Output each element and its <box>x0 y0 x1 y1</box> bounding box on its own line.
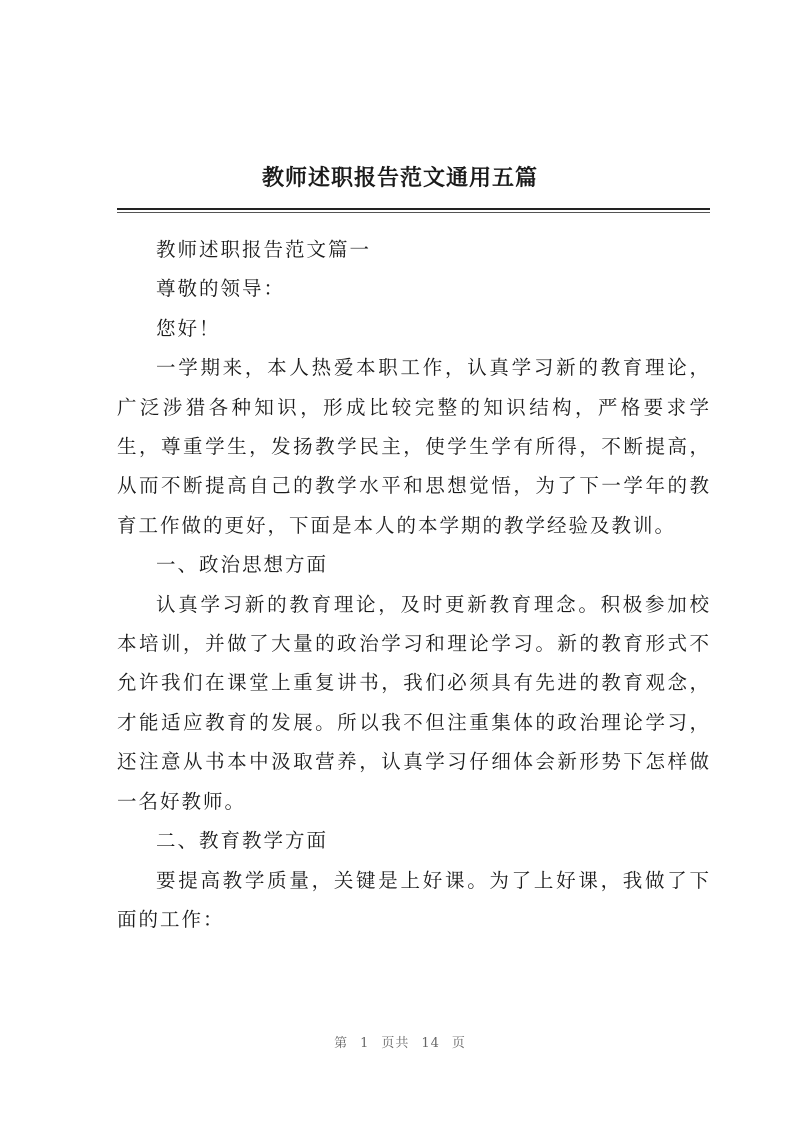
politics-paragraph: 认真学习新的教育理论，及时更新教育理念。积极参加校本培训，并做了大量的政治学习和理论学习。新的教育形式不允许我们在课堂上重复讲书，我们必须具有先进的教育观念，才能适应教育的发展。所以我不但注重集体的政治理论学习，还注意从书本中汲取营养，认真学习仔细体会新形势下怎样做一名好教师。 <box>117 592 711 813</box>
salutation: 尊敬的领导： <box>156 277 286 301</box>
footer-suffix: 页 <box>451 1036 466 1051</box>
page-footer <box>0 1032 800 1051</box>
page-total: 14 <box>421 1036 440 1051</box>
title-divider-thin <box>117 212 710 213</box>
subheading-teaching: 二、教育教学方面 <box>156 829 329 853</box>
subheading-politics: 一、政治思想方面 <box>156 553 329 577</box>
greeting: 您好！ <box>156 316 221 340</box>
document-title: 教师述职报告范文通用五篇 <box>261 165 538 191</box>
title-divider <box>117 208 710 210</box>
footer-middle: 页共 <box>381 1036 410 1051</box>
document-body <box>117 230 711 939</box>
footer-prefix: 第 <box>334 1036 349 1051</box>
intro-paragraph: 一学期来，本人热爱本职工作，认真学习新的教育理论，广泛涉猎各种知识，形成比较完整的知识结构，严格要求学生，尊重学生，发扬教学民主，使学生学有所得，不断提高，从而不断提高自己的教学水平和思想觉悟，为了下一学年的教育工作做的更好，下面是本人的本学期的教学经验及教训。 <box>117 356 711 537</box>
section-heading: 教师述职报告范文篇一 <box>156 238 372 261</box>
page-number: 1 <box>360 1036 370 1051</box>
teaching-paragraph: 要提高教学质量，关键是上好课。为了上好课，我做了下面的工作： <box>117 868 711 931</box>
